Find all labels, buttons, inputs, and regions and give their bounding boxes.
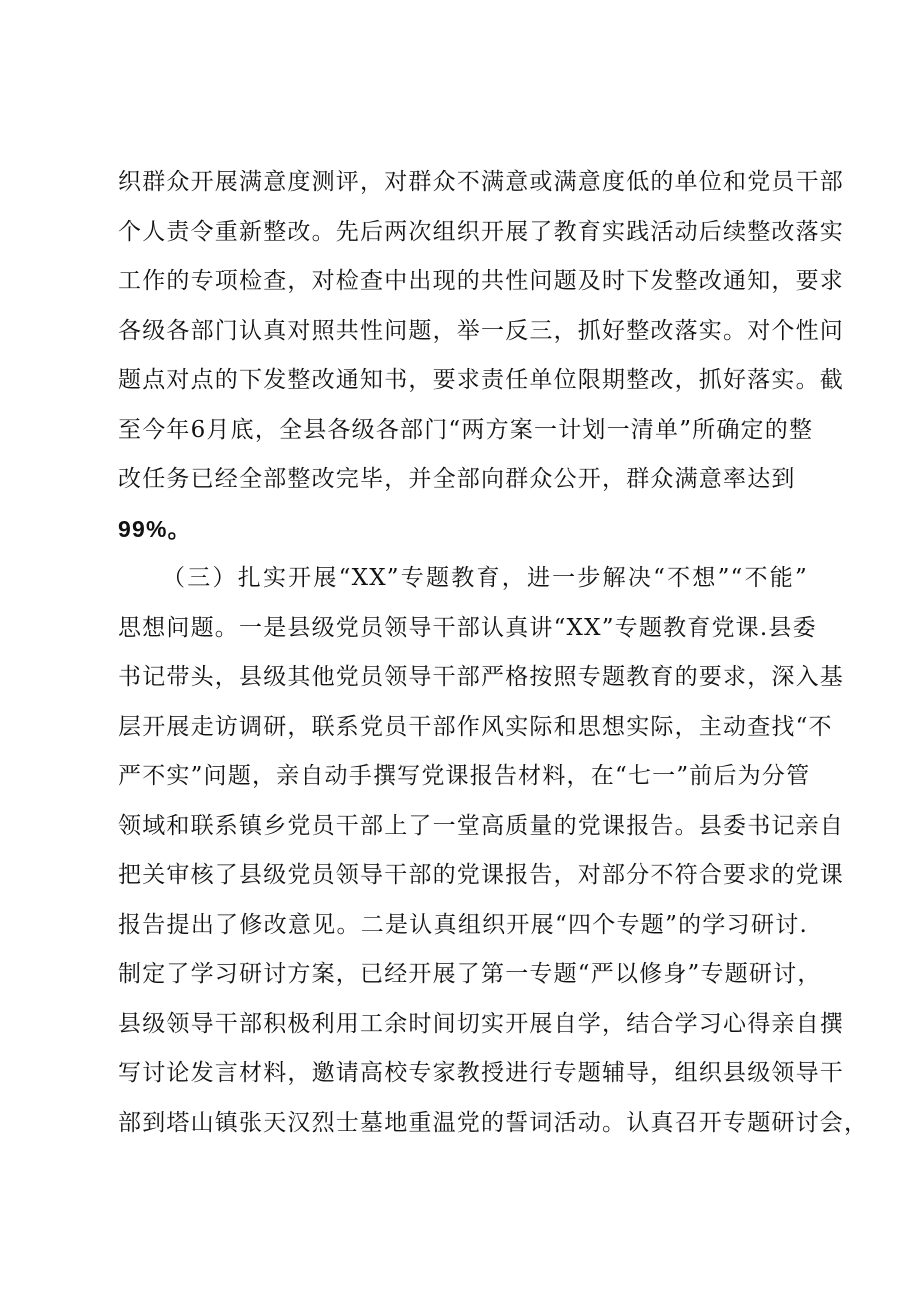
text-line-13: 严不实”问题，亲自动手撰写党课报告材料，在“七一”前后为分管 <box>118 763 811 789</box>
text-line-2: 个人责令重新整改。先后两次组织开展了教育实践活动后续整改落实 <box>118 218 844 245</box>
text-line-9: （三）扎实开展“XX”专题教育，进一步解决“不想”“不能” <box>162 565 808 591</box>
text-line-20: 部到塔山镇张天汉烈士墓地重温党的誓词活动。认真召开专题研讨会， <box>118 1109 869 1136</box>
text-line-1: 织群众开展满意度测评，对群众不满意或满意度低的单位和党员干部 <box>118 169 844 195</box>
text-line-17: 制定了学习研讨方案，已经开展了第一专题“严以修身”专题研讨， <box>118 961 822 987</box>
text-line-12: 层开展走访调研，联系党员干部作风实际和思想实际，主动查找“不 <box>118 713 833 740</box>
text-line-11: 书记带头，县级其他党员领导干部严格按照专题教育的要求，深入基 <box>118 664 844 690</box>
text-line-5: 题点对点的下发整改通知书，要求责任单位限期整改，抓好落实。截 <box>118 367 844 393</box>
text-line-19: 写讨论发言材料，邀请高校专家教授进行专题辅导，组织县级领导干 <box>118 1060 844 1086</box>
text-line-3: 工作的专项检查，对检查中出现的共性问题及时下发整改通知，要求 <box>118 268 844 294</box>
text-line-7: 改任务已经全部整改完毕，并全部向群众公开，群众满意率达到 <box>118 466 796 492</box>
text-line-10: 思想问题。一是县级党员领导干部认真讲“XX”专题教育党课.县委 <box>118 614 817 641</box>
text-line-14: 领域和联系镇乡党员干部上了一堂高质量的党课报告。县委书记亲自 <box>118 812 844 839</box>
text-line-4: 各级各部门认真对照共性问题，举一反三，抓好整改落实。对个性问 <box>118 317 844 344</box>
text-line-15: 把关审核了县级党员领导干部的党课报告，对部分不符合要求的党课 <box>118 862 844 888</box>
text-line-8: 99%。 <box>118 515 192 542</box>
body-text <box>118 158 869 1148</box>
text-line-6: 至今年6月底，全县各级各部门“两方案一计划一清单”所确定的整 <box>118 416 814 443</box>
text-line-18: 县级领导干部积极利用工余时间切实开展自学，结合学习心得亲自撰 <box>118 1010 844 1037</box>
text-line-16: 报告提出了修改意见。二是认真组织开展“四个专题”的学习研讨. <box>118 911 808 938</box>
